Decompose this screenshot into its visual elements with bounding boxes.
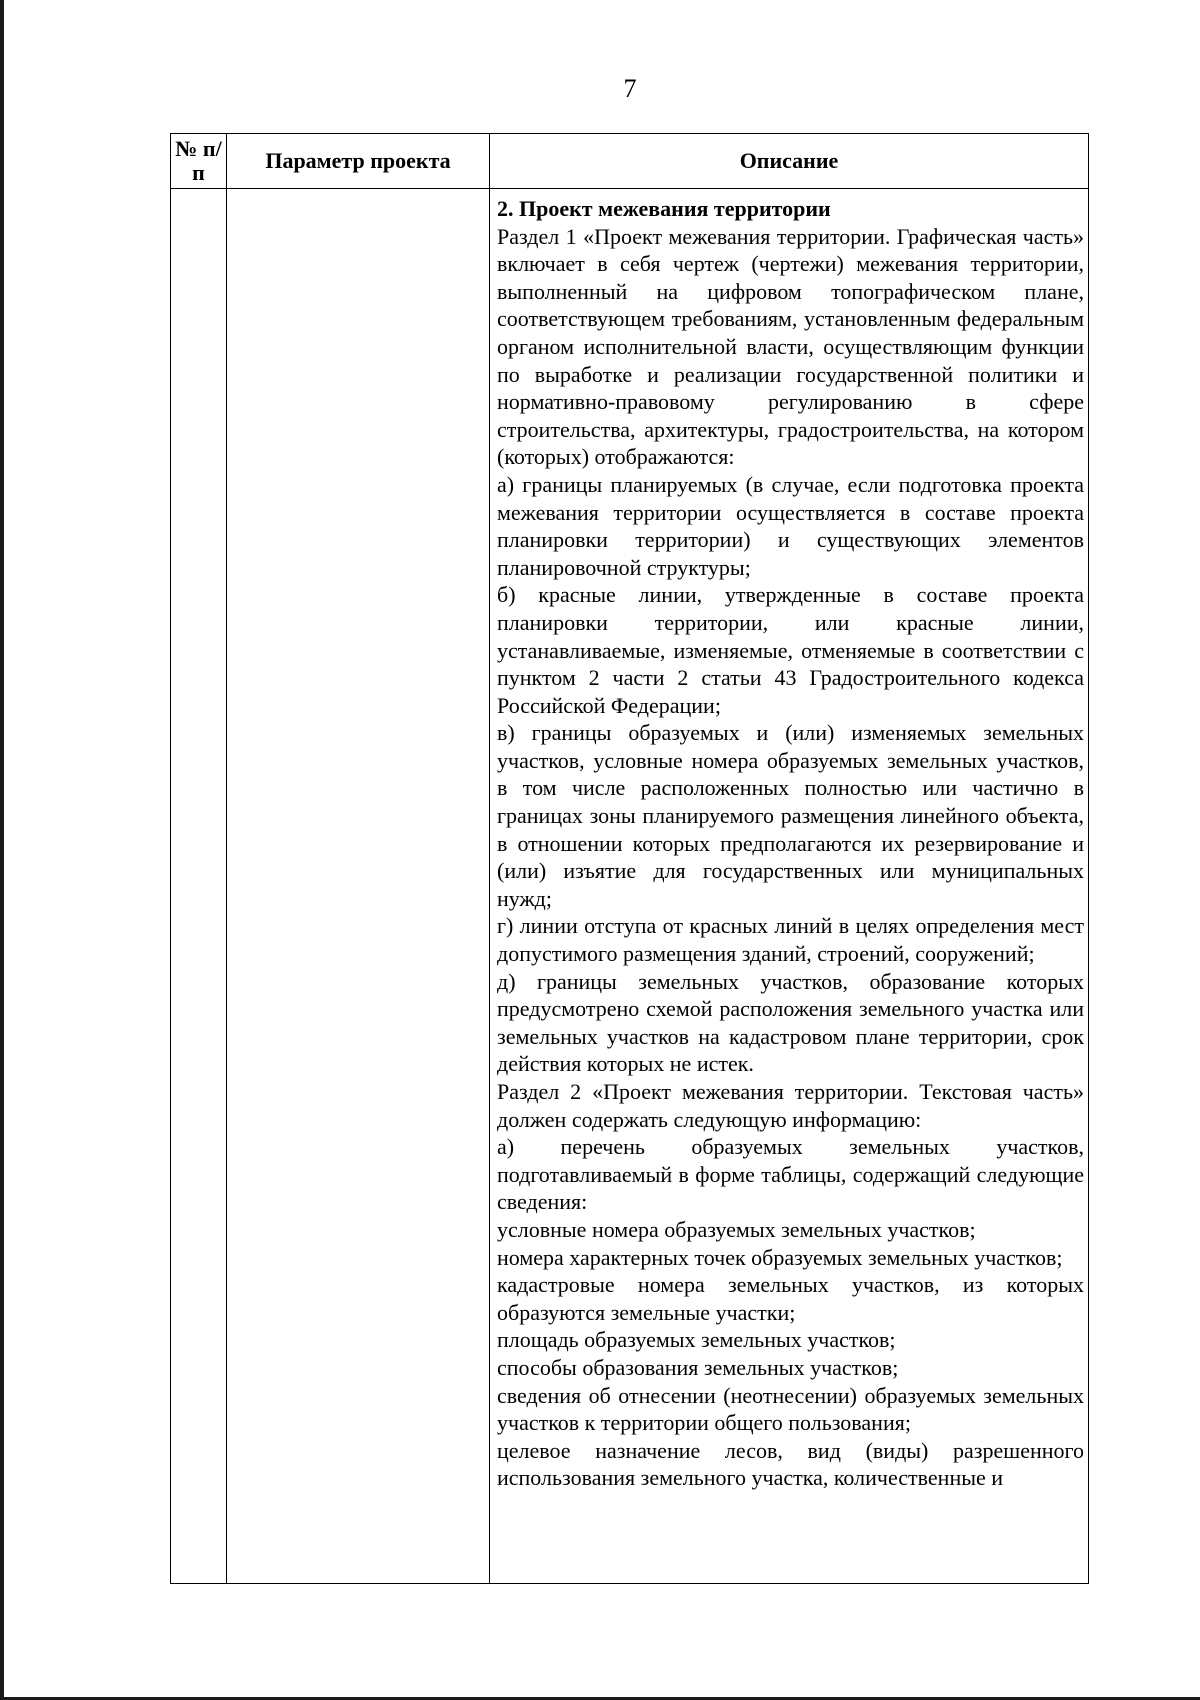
- description-paragraph: способы образования земельных участков;: [497, 1354, 899, 1380]
- section-heading: 2. Проект межевания территории: [497, 196, 831, 221]
- description-paragraph: сведения об отнесении (неотнесении) образуемых земельных участков к территории общего пользования;: [497, 1382, 1084, 1436]
- description-paragraph: целевое назначение лесов, вид (виды) разрешенного использования земельного участка, количественные и: [497, 1437, 1084, 1491]
- description-paragraph: номера характерных точек образуемых земельных участков;: [497, 1244, 1063, 1270]
- table-row: [171, 189, 1089, 1584]
- table-header-row: [171, 134, 1089, 189]
- document-table: [170, 133, 1089, 1584]
- description-paragraph: в) границы образуемых и (или) изменяемых земельных участков, условные номера образуемых земельных участков, в том числе расположенных полностью или частично в границах зоны планируемого размещения линейного объекта, в отношении которых предполагаются их резервирование и (или) изъятие для государственных или муниципальных нужд;: [497, 720, 1084, 911]
- description-paragraph: Раздел 2 «Проект межевания территории. Текстовая часть» должен содержать следующую информацию:: [497, 1079, 1084, 1132]
- description-paragraph: условные номера образуемых земельных участков;: [497, 1216, 976, 1242]
- row-number-cell: [171, 189, 227, 1584]
- page-number: 7: [623, 74, 637, 103]
- description-paragraph: а) границы планируемых (в случае, если подготовка проекта межевания территории осуществляется в составе проекта планировки территории) и существующих элементов планировочной структуры;: [497, 471, 1084, 580]
- description-paragraph: кадастровые номера земельных участков, из которых образуются земельные участки;: [497, 1272, 1084, 1325]
- description-paragraph: Раздел 1 «Проект межевания территории. Графическая часть» включает в себя чертеж (чертежи) межевания территории, выполненный на цифровом топографическом плане, соответствующем требованиям, установленным федеральным органом исполнительной власти, осуществляющим функции по выработке и реализации государственной политики и нормативно-правовому регулированию в сфере строительства, архитектуры, градостроительства, на котором (которых) отображаются:: [497, 223, 1084, 470]
- scan-edge-left: [0, 0, 4, 1700]
- description-paragraph: г) линии отступа от красных линий в целях определения мест допустимого размещения зданий, строений, сооружений;: [497, 913, 1084, 967]
- description-paragraph: д) границы земельных участков, образование которых предусмотрено схемой расположения земельного участка или земельных участков на кадастровом плане территории, срок действия которых не истек.: [497, 968, 1084, 1077]
- header-number: № п/п: [171, 134, 227, 189]
- description-paragraph: а) перечень образуемых земельных участков, подготавливаемый в форме таблицы, содержащий следующие сведения:: [497, 1134, 1084, 1215]
- row-description-cell: [490, 189, 1089, 1584]
- header-description: Описание: [490, 134, 1089, 189]
- description-paragraph: площадь образуемых земельных участков;: [497, 1327, 896, 1353]
- description-paragraph: б) красные линии, утвержденные в составе проекта планировки территории, или красные линии, устанавливаемые, изменяемые, отменяемые в соответствии с пунктом 2 части 2 статьи 43 Градостроительного кодекса Российской Федерации;: [497, 582, 1084, 718]
- row-parameter-cell: [227, 189, 490, 1584]
- header-parameter: Параметр проекта: [227, 134, 490, 189]
